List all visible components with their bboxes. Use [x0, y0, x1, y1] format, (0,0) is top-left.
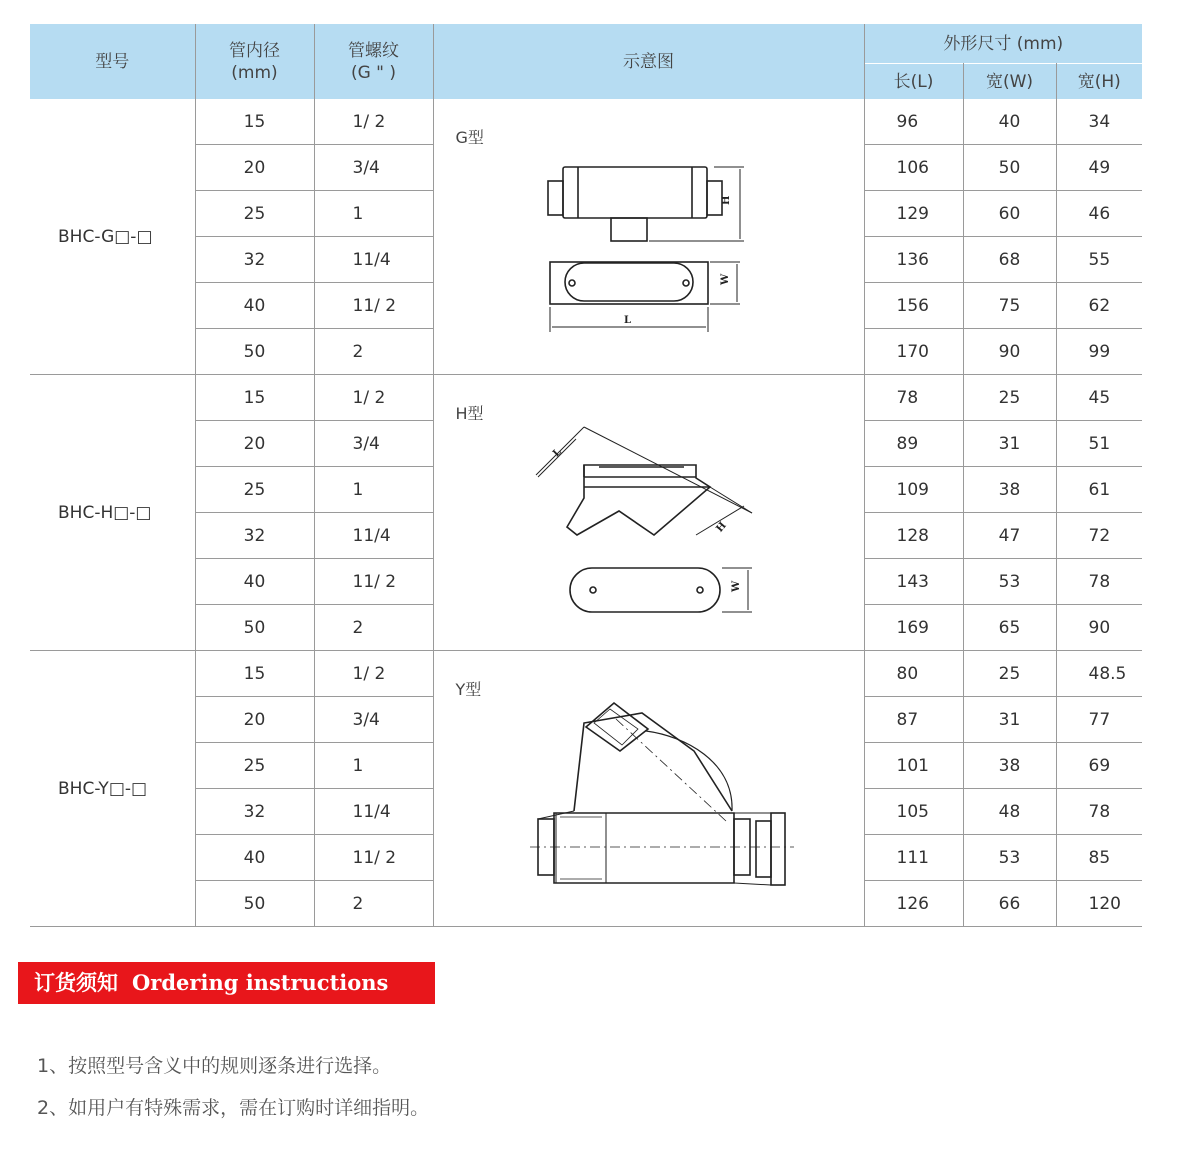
inner-diameter-cell: 40 — [195, 835, 314, 881]
height-cell: 99 — [1056, 329, 1142, 375]
inner-diameter-cell: 20 — [195, 421, 314, 467]
model-cell: BHC-H□-□ — [30, 375, 195, 651]
height-cell: 69 — [1056, 743, 1142, 789]
height-cell: 62 — [1056, 283, 1142, 329]
inner-diameter-cell: 50 — [195, 605, 314, 651]
length-cell: 170 — [864, 329, 963, 375]
inner-diameter-cell: 32 — [195, 237, 314, 283]
width-cell: 31 — [963, 421, 1056, 467]
width-cell: 31 — [963, 697, 1056, 743]
height-cell: 120 — [1056, 881, 1142, 927]
thread-cell: 11/4 — [314, 789, 433, 835]
dimension-letter: H — [713, 520, 729, 535]
inner-diameter-cell: 40 — [195, 283, 314, 329]
height-cell: 48.5 — [1056, 651, 1142, 697]
thread-cell: 1 — [314, 467, 433, 513]
length-cell: 89 — [864, 421, 963, 467]
table-row — [30, 375, 1142, 421]
dimension-letter: H — [720, 195, 732, 205]
width-cell: 47 — [963, 513, 1056, 559]
inner-diameter-cell: 20 — [195, 145, 314, 191]
thread-cell: 11/ 2 — [314, 559, 433, 605]
length-cell: 136 — [864, 237, 963, 283]
ordering-note: 2、如用户有特殊需求，需在订购时详细指明。 — [37, 1097, 430, 1119]
thread-cell: 11/ 2 — [314, 835, 433, 881]
inner-diameter-cell: 50 — [195, 329, 314, 375]
height-cell: 85 — [1056, 835, 1142, 881]
length-cell: 126 — [864, 881, 963, 927]
thread-cell: 2 — [314, 329, 433, 375]
length-cell: 101 — [864, 743, 963, 789]
height-cell: 51 — [1056, 421, 1142, 467]
width-cell: 25 — [963, 651, 1056, 697]
thread-cell: 3/4 — [314, 421, 433, 467]
length-cell: 128 — [864, 513, 963, 559]
width-cell: 25 — [963, 375, 1056, 421]
length-cell: 156 — [864, 283, 963, 329]
length-cell: 106 — [864, 145, 963, 191]
height-cell: 49 — [1056, 145, 1142, 191]
length-cell: 87 — [864, 697, 963, 743]
thread-cell: 1/ 2 — [314, 99, 433, 145]
ordering-notes — [37, 1050, 429, 1134]
thread-cell: 2 — [314, 605, 433, 651]
width-cell: 90 — [963, 329, 1056, 375]
diagram-cell — [433, 375, 864, 651]
height-cell: 77 — [1056, 697, 1142, 743]
inner-diameter-cell: 15 — [195, 99, 314, 145]
header-diagram: 示意图 — [433, 24, 864, 99]
width-cell: 48 — [963, 789, 1056, 835]
length-cell: 111 — [864, 835, 963, 881]
width-cell: 65 — [963, 605, 1056, 651]
thread-cell: 1/ 2 — [314, 375, 433, 421]
width-cell: 38 — [963, 467, 1056, 513]
length-cell: 80 — [864, 651, 963, 697]
thread-cell: 11/4 — [314, 237, 433, 283]
thread-cell: 2 — [314, 881, 433, 927]
thread-cell: 3/4 — [314, 697, 433, 743]
diagram-label: G型 — [455, 128, 484, 147]
dimension-letter: W — [730, 580, 742, 592]
thread-cell: 1 — [314, 191, 433, 237]
height-cell: 45 — [1056, 375, 1142, 421]
header-thread: 管螺纹 (G " ) — [314, 24, 433, 99]
height-cell: 72 — [1056, 513, 1142, 559]
height-cell: 34 — [1056, 99, 1142, 145]
length-cell: 129 — [864, 191, 963, 237]
ordering-note: 1、按照型号含义中的规则逐条进行选择。 — [37, 1055, 392, 1077]
width-cell: 75 — [963, 283, 1056, 329]
thread-cell: 3/4 — [314, 145, 433, 191]
inner-diameter-cell: 32 — [195, 789, 314, 835]
inner-diameter-cell: 25 — [195, 191, 314, 237]
inner-diameter-cell: 20 — [195, 697, 314, 743]
ordering-title-en: Ordering instructions — [132, 970, 389, 995]
length-cell: 143 — [864, 559, 963, 605]
thread-cell: 11/ 2 — [314, 283, 433, 329]
dimension-letter: W — [719, 273, 731, 285]
length-cell: 169 — [864, 605, 963, 651]
header-row — [30, 24, 1142, 64]
ordering-title-cn: 订货须知 — [34, 970, 118, 995]
width-cell: 66 — [963, 881, 1056, 927]
inner-diameter-cell: 50 — [195, 881, 314, 927]
length-cell: 109 — [864, 467, 963, 513]
length-cell: 105 — [864, 789, 963, 835]
height-cell: 61 — [1056, 467, 1142, 513]
header-inner-diameter: 管内径 (mm) — [195, 24, 314, 99]
diagram-label: Y型 — [455, 680, 482, 699]
diagram-label: H型 — [455, 404, 484, 423]
width-cell: 68 — [963, 237, 1056, 283]
inner-diameter-cell: 15 — [195, 375, 314, 421]
width-cell: 38 — [963, 743, 1056, 789]
inner-diameter-cell: 15 — [195, 651, 314, 697]
width-cell: 53 — [963, 835, 1056, 881]
width-cell: 53 — [963, 559, 1056, 605]
height-cell: 78 — [1056, 789, 1142, 835]
height-cell: 90 — [1056, 605, 1142, 651]
spec-body — [30, 99, 1142, 927]
dimension-letter: L — [623, 315, 631, 326]
diagram-cell — [433, 99, 864, 375]
inner-diameter-cell: 32 — [195, 513, 314, 559]
height-cell: 78 — [1056, 559, 1142, 605]
header-height: 宽(H) — [1056, 64, 1142, 100]
table-row — [30, 651, 1142, 697]
thread-cell: 1/ 2 — [314, 651, 433, 697]
width-cell: 50 — [963, 145, 1056, 191]
length-cell: 96 — [864, 99, 963, 145]
diagram-cell — [433, 651, 864, 927]
dimension-letter: L — [550, 446, 564, 460]
inner-diameter-cell: 40 — [195, 559, 314, 605]
header-length: 长(L) — [864, 64, 963, 100]
model-cell: BHC-Y□-□ — [30, 651, 195, 927]
ordering-banner — [18, 962, 435, 1004]
spec-table — [30, 24, 1142, 927]
table-row — [30, 99, 1142, 145]
inner-diameter-cell: 25 — [195, 743, 314, 789]
model-cell: BHC-G□-□ — [30, 99, 195, 375]
inner-diameter-cell: 25 — [195, 467, 314, 513]
width-cell: 40 — [963, 99, 1056, 145]
header-dimensions: 外形尺寸 (mm) — [864, 24, 1142, 64]
thread-cell: 1 — [314, 743, 433, 789]
thread-cell: 11/4 — [314, 513, 433, 559]
width-cell: 60 — [963, 191, 1056, 237]
length-cell: 78 — [864, 375, 963, 421]
height-cell: 46 — [1056, 191, 1142, 237]
header-width: 宽(W) — [963, 64, 1056, 100]
height-cell: 55 — [1056, 237, 1142, 283]
header-model: 型号 — [30, 24, 195, 99]
